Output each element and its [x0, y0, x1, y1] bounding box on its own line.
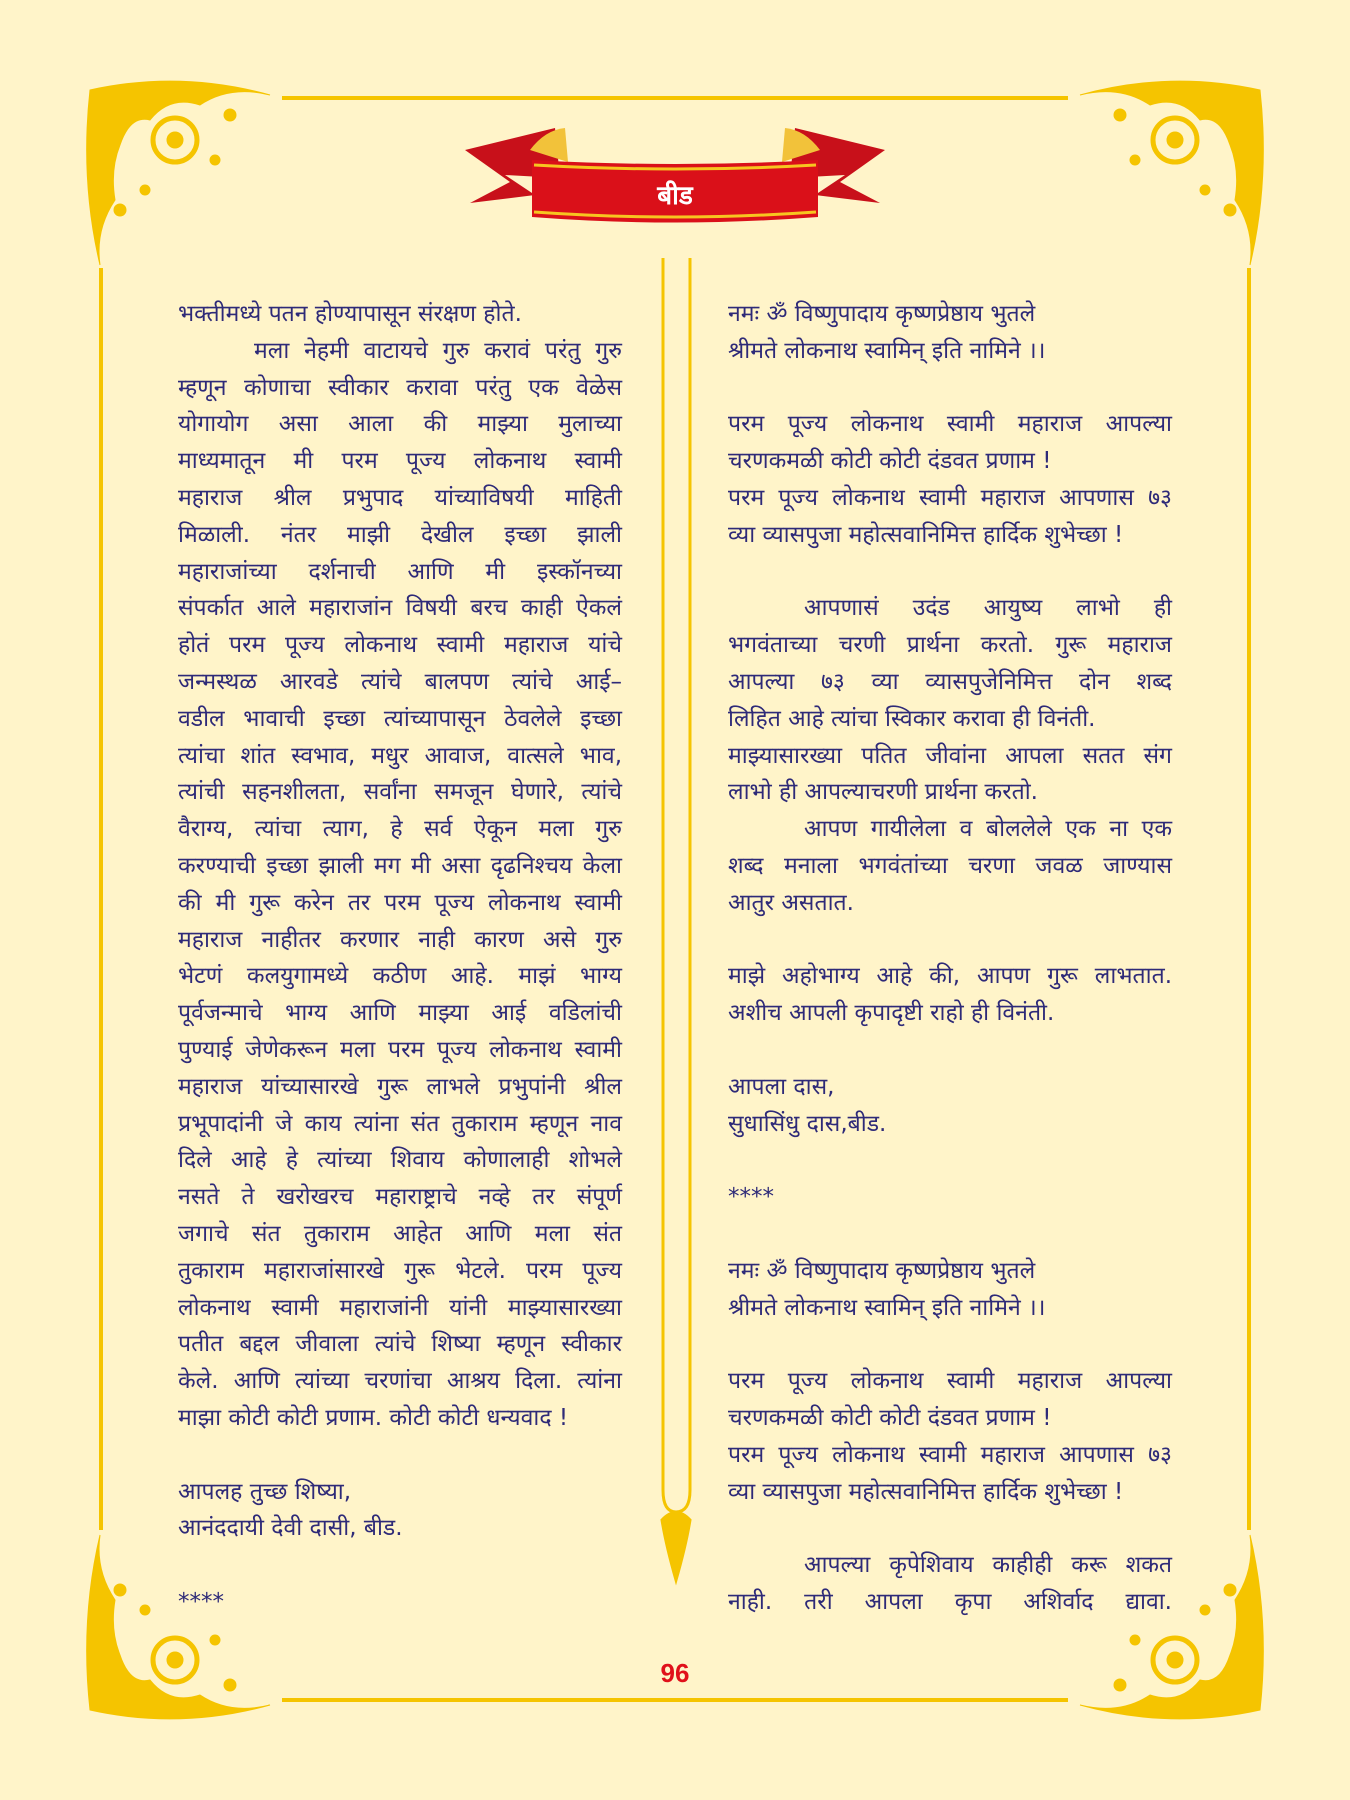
text-line: लिहित आहे त्यांचा स्विकार करावा ही विनंती. [728, 705, 1096, 732]
text-line: योगायोग असा आला की माझ्या मुलाच्या [178, 411, 622, 438]
text-line: नसते ते खरोखरच महाराष्ट्राचे नव्हे तर संपूर्ण [178, 1184, 622, 1211]
text-line: व्या व्यासपुजा महोत्सवानिमित्त हार्दिक शुभेच्छा ! [728, 521, 1124, 548]
text-line: भेटणं कलयुगामध्ये कठीण आहे. माझं भाग्य [178, 963, 622, 990]
text-line: त्यांचा शांत स्वभाव, मधुर आवाज, वात्सले भाव, [178, 742, 622, 769]
text-line: महाराज यांच्यासारखे गुरू लाभले प्रभुपांनी श्रील [178, 1073, 622, 1100]
text-line: श्रीमते लोकनाथ स्वामिन् इति नामिने ।। [728, 1294, 1046, 1321]
right-column [728, 296, 1172, 1621]
text-line: पुण्याई जेणेकरून मला परम पूज्य लोकनाथ स्वामी [178, 1036, 622, 1063]
text-line: पूर्वजन्माचे भाग्य आणि माझ्या आई वडिलांची [178, 1000, 622, 1027]
page-title: बीड [657, 181, 693, 211]
text-line [728, 922, 1172, 959]
text-line [728, 370, 1172, 407]
text-line: की मी गुरू करेन तर परम पूज्य लोकनाथ स्वामी [178, 889, 622, 916]
text-line: श्रीमते लोकनाथ स्वामिन् इति नामिने ।। [728, 337, 1046, 364]
text-line: आपल्या कृपेशिवाय काहीही करू शकत [804, 1552, 1172, 1579]
text-line: संपर्कात आले महाराजांन विषयी बरच काही ऐकलं [178, 595, 622, 622]
text-line [728, 1032, 1172, 1069]
text-line: वैराग्य, त्यांचा त्याग, हे सर्व ऐकून मला गुरु [178, 816, 622, 843]
text-line: करण्याची इच्छा झाली मग मी असा दृढनिश्चय केला [178, 852, 622, 879]
text-line: नमः ॐ विष्णुपादाय कृष्णप्रेष्ठाय भुतले [728, 301, 1036, 327]
text-line: तुकाराम महाराजांसारखे गुरू भेटले. परम पूज्य [178, 1257, 622, 1284]
text-line: महाराज श्रील प्रभुपाद यांच्याविषयी माहिती [178, 484, 622, 511]
text-line: मला नेहमी वाटायचे गुरु करावं परंतु गुरु [254, 337, 622, 364]
text-line: परम पूज्य लोकनाथ स्वामी महाराज आपल्या [728, 1368, 1172, 1395]
text-line: भगवंताच्या चरणी प्रार्थना करतो. गुरू महाराज [728, 632, 1172, 659]
text-line: आतुर असतात. [728, 889, 854, 916]
text-line: पतीत बद्दल जीवाला त्यांचे शिष्या म्हणून स्वीकार [178, 1331, 622, 1358]
text-line: शब्द मनाला भगवंतांच्या चरणा जवळ जाण्यास [728, 852, 1172, 879]
text-line: चरणकमळी कोटी कोटी दंडवत प्रणाम ! [728, 1404, 1052, 1431]
text-line [178, 1437, 622, 1474]
text-line: लोकनाथ स्वामी महाराजांनी यांनी माझ्यासारख्या [178, 1294, 622, 1321]
text-line: **** [728, 1184, 774, 1211]
text-line: केले. आणि त्यांच्या चरणांचा आश्रय दिला. त्यांना [178, 1368, 622, 1395]
text-line [728, 1326, 1172, 1363]
left-column [178, 296, 622, 1621]
text-line: माझ्यासारख्या पतित जीवांना आपला सतत संग [728, 742, 1172, 769]
text-line: चरणकमळी कोटी कोटी दंडवत प्रणाम ! [728, 448, 1052, 475]
text-line [728, 554, 1172, 591]
text-line: वडील भावाची इच्छा त्यांच्यापासून ठेवलेले इच्छा [178, 705, 622, 732]
text-line: त्यांची सहनशीलता, सर्वांना समजून घेणारे, त्यांचे [178, 779, 622, 806]
text-line: सुधासिंधु दास,बीड. [728, 1110, 887, 1137]
text-line [728, 1216, 1172, 1253]
text-line: परम पूज्य लोकनाथ स्वामी महाराज आपणास ७३ [728, 484, 1172, 511]
page-number: 96 [660, 1658, 690, 1688]
text-line: प्रभूपादांनी जे काय त्यांना संत तुकाराम म्हणून नाव [178, 1110, 622, 1137]
text-line [178, 1547, 622, 1584]
center-divider [662, 258, 690, 1580]
text-line: लाभो ही आपल्याचरणी प्रार्थना करतो. [728, 779, 1038, 806]
text-line: भक्तीमध्ये पतन होण्यापासून संरक्षण होते. [178, 301, 522, 327]
text-line: परम पूज्य लोकनाथ स्वामी महाराज आपणास ७३ [728, 1441, 1172, 1468]
text-line: आपणासं उदंड आयुष्य लाभो ही [804, 595, 1172, 622]
text-line: महाराज नाहीतर करणार नाही कारण असे गुरु [178, 926, 622, 953]
text-line: जगाचे संत तुकाराम आहेत आणि मला संत [178, 1220, 622, 1247]
text-line: व्या व्यासपुजा महोत्सवानिमित्त हार्दिक शुभेच्छा ! [728, 1478, 1124, 1505]
text-line: माझे अहोभाग्य आहे की, आपण गुरू लाभतात. [728, 963, 1172, 990]
text-line: माझा कोटी कोटी प्रणाम. कोटी कोटी धन्यवाद ! [178, 1404, 569, 1431]
text-line: आपल्या ७३ व्या व्यासपुजेनिमित्त दोन शब्द [728, 668, 1172, 695]
text-line: अशीच आपली कृपादृष्टी राहो ही विनंती. [728, 1000, 1055, 1027]
text-line: माध्यमातून मी परम पूज्य लोकनाथ स्वामी [178, 448, 622, 475]
text-line: जन्मस्थळ आरवडे त्यांचे बालपण त्यांचे आई– [178, 668, 622, 695]
text-line [728, 1142, 1172, 1179]
text-line [728, 1510, 1172, 1547]
text-line: **** [178, 1588, 224, 1615]
text-line: महाराजांच्या दर्शनाची आणि मी इस्कॉनच्या [178, 558, 622, 585]
text-line: म्हणून कोणाचा स्वीकार करावा परंतु एक वेळेस [178, 374, 622, 401]
text-line: नाही. तरी आपला कृपा अशिर्वाद द्यावा. [728, 1588, 1172, 1615]
text-line: आपण गायीलेला व बोललेले एक ना एक [804, 816, 1172, 843]
text-line: परम पूज्य लोकनाथ स्वामी महाराज आपल्या [728, 411, 1172, 438]
text-line: दिले आहे हे त्यांच्या शिवाय कोणालाही शोभले [178, 1147, 622, 1174]
text-line: होतं परम पूज्य लोकनाथ स्वामी महाराज यांचे [178, 632, 622, 659]
text-line: आपला दास, [728, 1073, 835, 1100]
text-line: आपलह तुच्छ शिष्या, [178, 1478, 352, 1505]
text-line: मिळाली. नंतर माझी देखील इच्छा झाली [178, 521, 622, 548]
text-line: आनंददायी देवी दासी, बीड. [178, 1515, 403, 1542]
text-line: नमः ॐ विष्णुपादाय कृष्णप्रेष्ठाय भुतले [728, 1257, 1036, 1284]
